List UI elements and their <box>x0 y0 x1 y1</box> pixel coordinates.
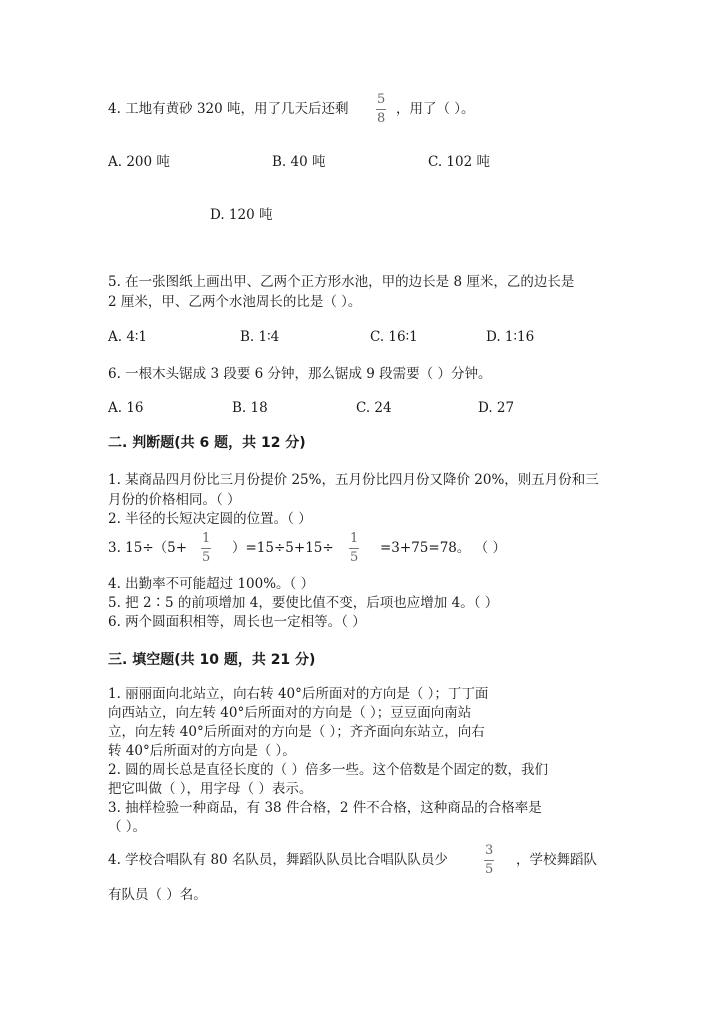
q4-text-before: 4. 工地有黄砂 320 吨，用了几天后还剩 <box>108 101 349 117</box>
q4-option-a: A. 200 吨 <box>108 154 170 170</box>
s2-q3-fraction-2-numerator: 1 <box>350 531 359 546</box>
s3-q3-line-2: （ ）。 <box>108 819 147 835</box>
s3-q4-fraction-bar <box>484 860 494 861</box>
q6-option-c: C. 24 <box>356 400 392 416</box>
q5-line-2: 2 厘米，甲、乙两个水池周长的比是（ ）。 <box>108 294 362 310</box>
q6-option-d: D. 27 <box>478 400 515 416</box>
q4-fraction-numerator: 5 <box>377 92 386 107</box>
s2-q3-fraction-2-denominator: 5 <box>350 550 359 565</box>
q4-fraction-bar <box>376 109 386 110</box>
s3-q3-line-1: 3. 抽样检验一种商品，有 38 件合格，2 件不合格，这种商品的合格率是 <box>108 800 542 816</box>
section-2-title: 二. 判断题(共 6 题，共 12 分) <box>108 435 306 451</box>
q4-text-after: ，用了（ ）。 <box>396 101 475 117</box>
q4-fraction-denominator: 8 <box>377 111 386 126</box>
s2-q3-fraction-1-numerator: 1 <box>202 531 211 546</box>
q6-option-b: B. 18 <box>232 400 268 416</box>
q5-line-1: 5. 在一张图纸上画出甲、乙两个正方形水池，甲的边长是 8 厘米，乙的边长是 <box>108 274 575 290</box>
s2-q3-part-2: ）=15÷5+15÷ <box>232 540 334 556</box>
s2-q1-line-1: 1. 某商品四月份比三月份提价 25%，五月份比四月份又降价 20%，则五月份和三 <box>108 472 599 488</box>
s3-q4-fraction-denominator: 5 <box>485 862 494 877</box>
s3-q1-line-4: 转 40°后所面对的方向是（ ）。 <box>108 743 296 759</box>
s2-q3-fraction-1-denominator: 5 <box>202 550 211 565</box>
s2-q3-part-3: =3+75=78。 （ ） <box>380 540 506 556</box>
s3-q1-line-3: 立，向左转 40°后所面对的方向是（ ）；齐齐面向东站立，向右 <box>108 724 485 740</box>
q4-option-d: D. 120 吨 <box>210 207 273 223</box>
q4-option-b: B. 40 吨 <box>272 154 326 170</box>
s2-q3-part-1: 3. 15÷（5+ <box>108 540 188 556</box>
s3-q4-fraction <box>484 844 494 877</box>
q5-option-d: D. 1∶16 <box>486 329 535 345</box>
s2-q5: 5. 把 2∶5 的前项增加 4，要使比值不变，后项也应增加 4。（ ） <box>108 595 499 611</box>
q5-option-a: A. 4∶1 <box>108 329 148 345</box>
q6-text: 6. 一根木头锯成 3 段要 6 分钟，那么锯成 9 段需要（ ）分钟。 <box>108 366 492 382</box>
s3-q4-text-after: ，学校舞蹈队 <box>516 852 597 868</box>
s2-q3-fraction-1-bar <box>201 548 211 549</box>
s2-q1-line-2: 月份的价格相同。（ ） <box>108 492 241 508</box>
q4-option-c: C. 102 吨 <box>428 154 490 170</box>
s2-q4: 4. 出勤率不可能超过 100%。（ ） <box>108 576 315 592</box>
q6-option-a: A. 16 <box>108 400 144 416</box>
s2-q3-fraction-2-bar <box>349 548 359 549</box>
section-3-title: 三. 填空题(共 10 题，共 21 分) <box>108 652 316 668</box>
s2-q3-fraction-2 <box>349 532 359 565</box>
s3-q1-line-1: 1. 丽丽面向北站立，向右转 40°后所面对的方向是（ ）；丁丁面 <box>108 686 489 702</box>
s2-q2: 2. 半径的长短决定圆的位置。（ ） <box>108 511 312 527</box>
q5-option-c: C. 16∶1 <box>370 329 418 345</box>
s3-q2-line-1: 2. 圆的周长总是直径长度的（ ）倍多一些。这个倍数是个固定的数，我们 <box>108 762 548 778</box>
s2-q6: 6. 两个圆面积相等，周长也一定相等。（ ） <box>108 614 366 630</box>
s3-q4-line-2: 有队员（ ）名。 <box>108 887 207 903</box>
s3-q2-line-2: 把它叫做（ ），用字母（ ）表示。 <box>108 781 313 797</box>
s3-q4-text-before: 4. 学校合唱队有 80 名队员，舞蹈队队员比合唱队队员少 <box>108 852 448 868</box>
s3-q4-fraction-numerator: 3 <box>485 843 494 858</box>
s2-q3-fraction-1 <box>201 532 211 565</box>
q4-fraction <box>376 93 386 126</box>
s3-q1-line-2: 向西站立，向左转 40°后所面对的方向是（ ）；豆豆面向南站 <box>108 705 472 721</box>
q5-option-b: B. 1∶4 <box>240 329 280 345</box>
